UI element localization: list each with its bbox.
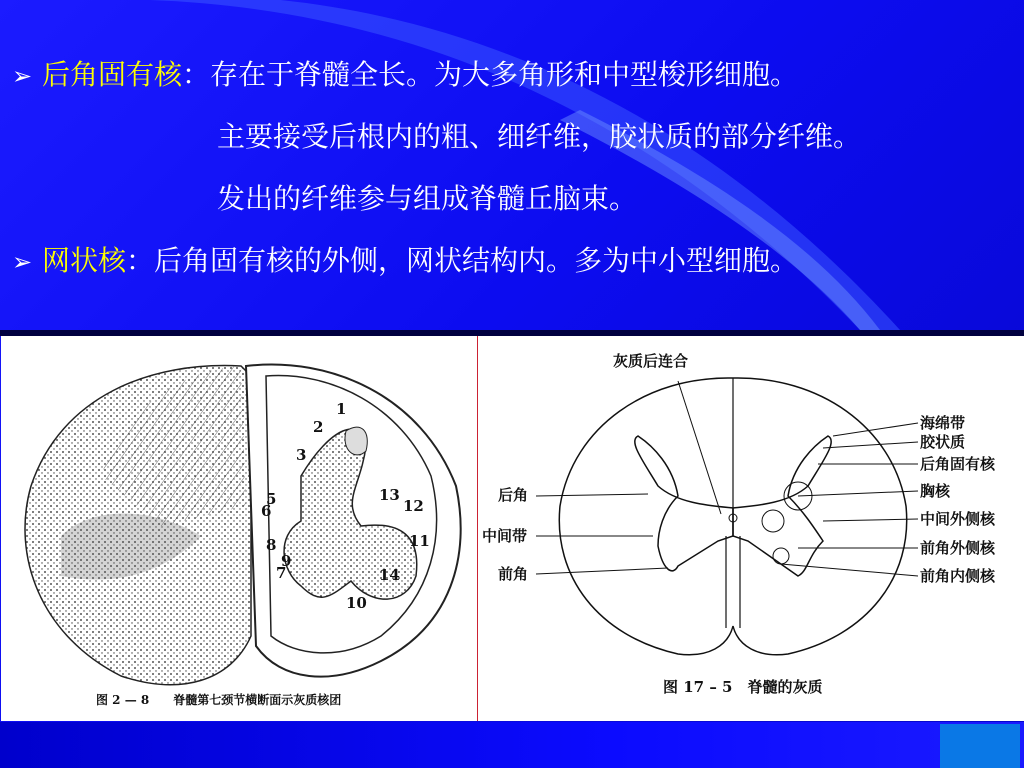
label-thoracic-nucleus: 胸核 [920,482,951,500]
fig-left-num-7: 7 [276,564,287,582]
bullet-2-text: 后角固有核的外侧，网状结构内。多为中小型细胞。 [154,244,799,277]
fig-left-num-8: 8 [266,536,277,554]
bullet-arrow-icon: ➢ [12,248,33,276]
bullet-1-term: 后角固有核 [42,58,183,91]
label-posterior-horn: 后角 [498,486,529,504]
fig-left-num-1: 1 [336,400,347,418]
label-intermediate-zone: 中间带 [482,527,528,545]
label-substantia-gelatinosa: 胶状质 [920,433,966,451]
bullet-1 [12,58,798,93]
corner-decoration [940,724,1020,768]
fig-left-num-5: 5 [266,490,277,508]
fig-left-num-10: 10 [346,594,367,612]
bullet-2 [12,244,798,279]
bullet-1-text: 存在于脊髓全长。为大多角形和中型梭形细胞。 [210,58,799,91]
fig-left-num-3: 3 [296,446,307,464]
fig-right-caption: 图 17 – 5 脊髓的灰质 [663,678,823,696]
spinal-cord-section-drawing [1,336,477,721]
figure-right [478,336,1024,721]
label-gray-commissure: 灰质后连合 [613,352,689,370]
bullet-2-sep: ： [126,244,155,277]
fig-left-num-6: 6 [261,502,272,520]
label-spongy-zone: 海绵带 [920,414,966,432]
fig-left-num-12: 12 [403,497,424,515]
fig-left-caption: 图 2 — 8 脊髓第七颈节横断面示灰质核团 [96,693,342,707]
figure-left [1,336,479,721]
fig-left-num-2: 2 [313,418,324,436]
bullet-1-continuation-1: 主要接受后根内的粗、细纤维，胶状质的部分纤维。 [217,120,862,153]
fig-left-num-13: 13 [379,486,400,504]
fig-left-num-9: 9 [281,552,292,570]
bullet-1-continuation-2: 发出的纤维参与组成脊髓丘脑束。 [217,182,638,215]
fig-left-num-14: 14 [379,566,400,584]
bullet-2-term: 网状核 [42,244,127,277]
bottom-bar [0,722,1024,768]
bullet-1-sep: ： [182,58,211,91]
label-anteromedial-nucleus: 前角内侧核 [920,567,996,585]
label-nucleus-proprius: 后角固有核 [920,455,996,473]
gray-matter-diagram [478,336,1024,721]
label-anterolateral-nucleus: 前角外侧核 [920,539,996,557]
label-anterior-horn: 前角 [498,565,529,583]
bullet-arrow-icon: ➢ [12,62,33,90]
fig-left-num-11: 11 [409,532,430,550]
label-intermediolateral-nucleus: 中间外侧核 [920,510,996,528]
